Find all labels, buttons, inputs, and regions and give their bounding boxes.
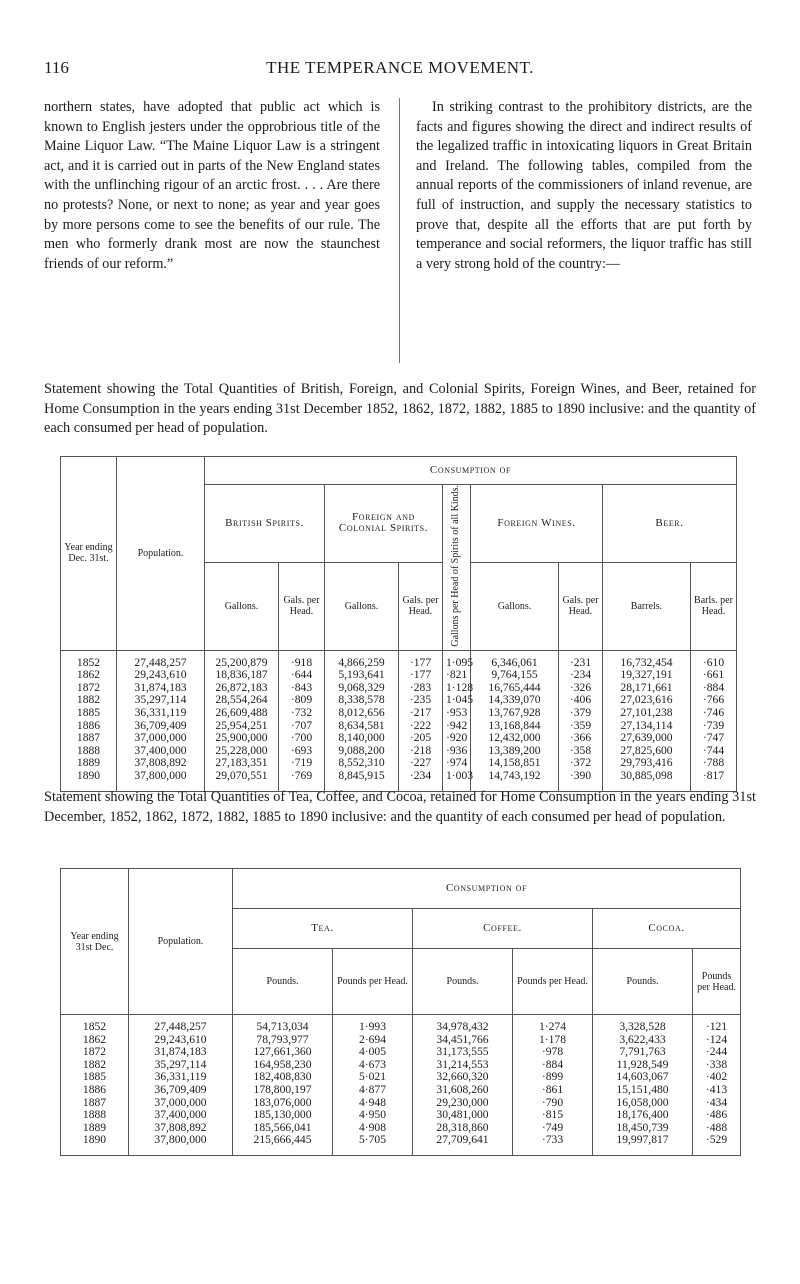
table-cell: 9,088,200: [325, 745, 399, 758]
table-cell: 31,874,183: [117, 682, 205, 695]
left-column-text: northern states, have adopted that public act which is known to English jesters under the opprobrious title of the Maine Liquor Law. “The Maine Liquor Law is a stringent act, and it is carried out in parts of the New England states with the unflinching rigour of an arctic frost. . . . Are there no protests? None, or next to none; as year and year goes by more persons come to see the benefits of our rule. The men who formerly drank most are now the staunchest friends of our reform.”: [44, 99, 380, 272]
table-cell: 8,634,581: [325, 720, 399, 733]
table-cell: ·644: [279, 669, 325, 682]
table-cell: ·231: [559, 650, 603, 669]
table-cell: ·434: [693, 1097, 741, 1110]
table-cell: 37,800,000: [129, 1134, 233, 1155]
table-cell: 27,448,257: [117, 650, 205, 669]
table-cell: 13,767,928: [471, 707, 559, 720]
table-cell: 1886: [61, 720, 117, 733]
table-cell: 1882: [61, 1059, 129, 1072]
table-cell: ·326: [559, 682, 603, 695]
table-cell: 4·948: [333, 1097, 413, 1110]
table-cell: ·235: [399, 694, 443, 707]
table-cell: 29,243,610: [129, 1034, 233, 1047]
table-cell: 19,997,817: [593, 1134, 693, 1155]
table-cell: 1872: [61, 1046, 129, 1059]
table-cell: ·234: [559, 669, 603, 682]
table-cell: 78,793,977: [233, 1034, 333, 1047]
table-cell: 9,068,329: [325, 682, 399, 695]
table-cell: ·884: [513, 1059, 593, 1072]
table-cell: ·205: [399, 732, 443, 745]
table-cell: 127,661,360: [233, 1046, 333, 1059]
table-row: [61, 1084, 741, 1097]
table-cell: 2·694: [333, 1034, 413, 1047]
table-cell: 1889: [61, 757, 117, 770]
foreign-wines-header: Foreign Wines.: [471, 485, 603, 563]
table-cell: ·788: [691, 757, 737, 770]
table-cell: 4·908: [333, 1122, 413, 1135]
table-cell: 27,448,257: [129, 1015, 233, 1034]
table-cell: 6,346,061: [471, 650, 559, 669]
table-cell: 4·005: [333, 1046, 413, 1059]
table-cell: 8,845,915: [325, 770, 399, 791]
table-cell: 1890: [61, 1134, 129, 1155]
table-cell: 1·128: [443, 682, 471, 695]
table-cell: 1882: [61, 694, 117, 707]
table-cell: 4·877: [333, 1084, 413, 1097]
table-cell: ·942: [443, 720, 471, 733]
table-cell: 29,793,416: [603, 757, 691, 770]
table-cell: ·918: [279, 650, 325, 669]
table-cell: ·488: [693, 1122, 741, 1135]
table-row: [61, 1109, 741, 1122]
table-cell: 13,168,844: [471, 720, 559, 733]
table-cell: 16,732,454: [603, 650, 691, 669]
table-cell: ·746: [691, 707, 737, 720]
all-spirits-per-head-label: Gallons per Head of Spirits of all Kinds.: [450, 485, 462, 647]
table-cell: 1872: [61, 682, 117, 695]
foreign-per-head-header: Gals. per Head.: [399, 562, 443, 650]
table-cell: 37,000,000: [129, 1097, 233, 1110]
table-cell: 1·045: [443, 694, 471, 707]
table-cell: 37,400,000: [117, 745, 205, 758]
table-cell: ·700: [279, 732, 325, 745]
table-cell: 4·950: [333, 1109, 413, 1122]
foreign-gallons-header: Gallons.: [325, 562, 399, 650]
coffee-per-head-header: Pounds per Head.: [513, 949, 593, 1015]
table-cell: 31,214,553: [413, 1059, 513, 1072]
table-cell: 1889: [61, 1122, 129, 1135]
wine-gallons-header: Gallons.: [471, 562, 559, 650]
table-cell: 28,318,860: [413, 1122, 513, 1135]
table-cell: ·953: [443, 707, 471, 720]
table-cell: 37,000,000: [117, 732, 205, 745]
table-cell: 8,012,656: [325, 707, 399, 720]
table-cell: 182,408,830: [233, 1071, 333, 1084]
table-cell: ·920: [443, 732, 471, 745]
table-row: [61, 1134, 741, 1155]
table-cell: 31,173,555: [413, 1046, 513, 1059]
cocoa-per-head-header: Pounds per Head.: [693, 949, 741, 1015]
page-header: [44, 58, 756, 78]
british-gallons-header: Gallons.: [205, 562, 279, 650]
beer-header: Beer.: [603, 485, 737, 563]
table-cell: 3,622,433: [593, 1034, 693, 1047]
table-row: [61, 1015, 741, 1034]
page-number: 116: [44, 58, 69, 77]
table-cell: 1886: [61, 1084, 129, 1097]
table-cell: ·222: [399, 720, 443, 733]
table-cell: ·749: [513, 1122, 593, 1135]
wine-per-head-header: Gals. per Head.: [559, 562, 603, 650]
table-cell: 5,193,641: [325, 669, 399, 682]
british-per-head-header: Gals. per Head.: [279, 562, 325, 650]
table-cell: 18,450,739: [593, 1122, 693, 1135]
table-cell: ·338: [693, 1059, 741, 1072]
tea-per-head-header: Pounds per Head.: [333, 949, 413, 1015]
spirits-wine-beer-table: [60, 456, 737, 792]
table-cell: 1·003: [443, 770, 471, 791]
table-cell: ·978: [513, 1046, 593, 1059]
table-row: [61, 1046, 741, 1059]
table-cell: 11,928,549: [593, 1059, 693, 1072]
table-cell: 27,134,114: [603, 720, 691, 733]
table-cell: 12,432,000: [471, 732, 559, 745]
table-cell: ·707: [279, 720, 325, 733]
table-cell: 4,866,259: [325, 650, 399, 669]
table-cell: ·739: [691, 720, 737, 733]
year-header: Year ending Dec. 31st.: [61, 457, 117, 651]
population-header: Population.: [129, 869, 233, 1015]
table-cell: ·936: [443, 745, 471, 758]
table-cell: 30,885,098: [603, 770, 691, 791]
table-cell: ·769: [279, 770, 325, 791]
table-cell: ·790: [513, 1097, 593, 1110]
table-cell: ·610: [691, 650, 737, 669]
table-row: [61, 732, 737, 745]
table-cell: 5·705: [333, 1134, 413, 1155]
table-cell: ·124: [693, 1034, 741, 1047]
table-cell: 27,639,000: [603, 732, 691, 745]
table-cell: 25,200,879: [205, 650, 279, 669]
table-cell: ·244: [693, 1046, 741, 1059]
table-cell: 8,140,000: [325, 732, 399, 745]
table-cell: 54,713,034: [233, 1015, 333, 1034]
table-cell: 29,230,000: [413, 1097, 513, 1110]
table-cell: ·121: [693, 1015, 741, 1034]
table-cell: ·974: [443, 757, 471, 770]
column-divider: [399, 98, 400, 363]
table-cell: ·861: [513, 1084, 593, 1097]
table-row: [61, 707, 737, 720]
table-cell: 25,900,000: [205, 732, 279, 745]
table-cell: 1·274: [513, 1015, 593, 1034]
cocoa-pounds-header: Pounds.: [593, 949, 693, 1015]
table-cell: 16,058,000: [593, 1097, 693, 1110]
table-cell: ·390: [559, 770, 603, 791]
table-cell: ·719: [279, 757, 325, 770]
table-cell: 26,872,183: [205, 682, 279, 695]
beer-per-head-header: Barls. per Head.: [691, 562, 737, 650]
table-cell: 1888: [61, 745, 117, 758]
table-cell: 14,603,067: [593, 1071, 693, 1084]
table-cell: ·413: [693, 1084, 741, 1097]
table-cell: 3,328,528: [593, 1015, 693, 1034]
tea-pounds-header: Pounds.: [233, 949, 333, 1015]
table-cell: ·366: [559, 732, 603, 745]
table-cell: ·486: [693, 1109, 741, 1122]
table-cell: 8,552,310: [325, 757, 399, 770]
table-cell: ·732: [279, 707, 325, 720]
table-cell: 29,070,551: [205, 770, 279, 791]
table-cell: ·358: [559, 745, 603, 758]
table-cell: ·406: [559, 694, 603, 707]
foreign-colonial-spirits-header: Foreign and Colonial Spirits.: [325, 485, 443, 563]
table-cell: 27,183,351: [205, 757, 279, 770]
table-cell: 27,023,616: [603, 694, 691, 707]
table-cell: ·884: [691, 682, 737, 695]
table1-caption: Statement showing the Total Quantities of British, Foreign, and Colonial Spirits, Foreign Wines, and Beer, retained for Home Consumption in the years ending 31st December 1852, 1862, 1872, 1882, 1885 to 1890 inclusive: and the quantity of each consumed per head of population.: [44, 381, 756, 437]
table-cell: ·843: [279, 682, 325, 695]
year-header: Year ending 31st Dec.: [61, 869, 129, 1015]
table-cell: 14,339,070: [471, 694, 559, 707]
table-cell: 35,297,114: [129, 1059, 233, 1072]
table-cell: 37,400,000: [129, 1109, 233, 1122]
table-cell: ·177: [399, 669, 443, 682]
table-cell: 28,554,264: [205, 694, 279, 707]
table-cell: ·766: [691, 694, 737, 707]
running-title: THE TEMPERANCE MOVEMENT.: [266, 58, 534, 77]
table-cell: 37,808,892: [117, 757, 205, 770]
table-cell: 32,660,320: [413, 1071, 513, 1084]
table-cell: 14,743,192: [471, 770, 559, 791]
table-row: [61, 650, 737, 669]
table-cell: 1885: [61, 707, 117, 720]
table-cell: ·379: [559, 707, 603, 720]
table-cell: ·744: [691, 745, 737, 758]
table-cell: 34,978,432: [413, 1015, 513, 1034]
table-cell: 1890: [61, 770, 117, 791]
table-cell: ·234: [399, 770, 443, 791]
table2-caption: Statement showing the Total Quantities of Tea, Coffee, and Cocoa, retained for Home Consumption in the years ending 31st December, 1852, 1862, 1872, 1882, 1885 to 1890 inclusive: and the quantity of each consumed per head of population.: [44, 789, 756, 825]
british-spirits-header: British Spirits.: [205, 485, 325, 563]
table-cell: 36,331,119: [129, 1071, 233, 1084]
coffee-header: Coffee.: [413, 909, 593, 949]
table-cell: ·817: [691, 770, 737, 791]
table-cell: ·747: [691, 732, 737, 745]
table-cell: 27,101,238: [603, 707, 691, 720]
table-cell: ·733: [513, 1134, 593, 1155]
tea-header: Tea.: [233, 909, 413, 949]
table-cell: 26,609,488: [205, 707, 279, 720]
table-cell: 15,151,480: [593, 1084, 693, 1097]
table-cell: 178,800,197: [233, 1084, 333, 1097]
table-cell: 27,709,641: [413, 1134, 513, 1155]
table-cell: 34,451,766: [413, 1034, 513, 1047]
table-cell: 1852: [61, 1015, 129, 1034]
table-cell: ·899: [513, 1071, 593, 1084]
table-cell: ·217: [399, 707, 443, 720]
table-cell: 8,338,578: [325, 694, 399, 707]
table-cell: 18,836,187: [205, 669, 279, 682]
table-cell: ·529: [693, 1134, 741, 1155]
table-cell: 19,327,191: [603, 669, 691, 682]
table-cell: ·661: [691, 669, 737, 682]
consumption-header: Consumption of: [233, 869, 741, 909]
table-cell: ·218: [399, 745, 443, 758]
all-spirits-per-head-header: [443, 485, 471, 651]
table-cell: 7,791,763: [593, 1046, 693, 1059]
table-cell: 28,171,661: [603, 682, 691, 695]
table-cell: 1885: [61, 1071, 129, 1084]
consumption-header: Consumption of: [205, 457, 737, 485]
table-cell: 36,331,119: [117, 707, 205, 720]
table-cell: 36,709,409: [129, 1084, 233, 1097]
table-cell: 1·095: [443, 650, 471, 669]
table-cell: 31,874,183: [129, 1046, 233, 1059]
table-cell: 9,764,155: [471, 669, 559, 682]
table-cell: 29,243,610: [117, 669, 205, 682]
table-cell: 25,228,000: [205, 745, 279, 758]
table-cell: ·283: [399, 682, 443, 695]
table-cell: ·359: [559, 720, 603, 733]
table-cell: 1·993: [333, 1015, 413, 1034]
table-cell: ·821: [443, 669, 471, 682]
table-cell: 36,709,409: [117, 720, 205, 733]
table-cell: ·815: [513, 1109, 593, 1122]
table-cell: 1·178: [513, 1034, 593, 1047]
beer-barrels-header: Barrels.: [603, 562, 691, 650]
table-cell: 185,566,041: [233, 1122, 333, 1135]
table-cell: 1862: [61, 669, 117, 682]
table-cell: 4·673: [333, 1059, 413, 1072]
table-cell: 18,176,400: [593, 1109, 693, 1122]
table-cell: 215,666,445: [233, 1134, 333, 1155]
table-cell: ·809: [279, 694, 325, 707]
table-cell: ·402: [693, 1071, 741, 1084]
table-cell: 183,076,000: [233, 1097, 333, 1110]
table-cell: 164,958,230: [233, 1059, 333, 1072]
table-cell: 5·021: [333, 1071, 413, 1084]
table-cell: ·693: [279, 745, 325, 758]
table-cell: 35,297,114: [117, 694, 205, 707]
table-cell: 31,608,260: [413, 1084, 513, 1097]
table-cell: 37,808,892: [129, 1122, 233, 1135]
table-cell: ·177: [399, 650, 443, 669]
table-cell: 16,765,444: [471, 682, 559, 695]
table-cell: 1887: [61, 732, 117, 745]
table-cell: ·372: [559, 757, 603, 770]
coffee-pounds-header: Pounds.: [413, 949, 513, 1015]
table-cell: 1862: [61, 1034, 129, 1047]
table-cell: 1852: [61, 650, 117, 669]
population-header: Population.: [117, 457, 205, 651]
table-cell: 14,158,851: [471, 757, 559, 770]
table-cell: 1888: [61, 1109, 129, 1122]
table-cell: 13,389,200: [471, 745, 559, 758]
cocoa-header: Cocoa.: [593, 909, 741, 949]
table-cell: 185,130,000: [233, 1109, 333, 1122]
table-cell: 30,481,000: [413, 1109, 513, 1122]
tea-coffee-cocoa-table: [60, 868, 741, 1156]
table-cell: 37,800,000: [117, 770, 205, 791]
table-cell: ·227: [399, 757, 443, 770]
table-cell: 1887: [61, 1097, 129, 1110]
table-cell: 25,954,251: [205, 720, 279, 733]
table-cell: 27,825,600: [603, 745, 691, 758]
right-column-text: In striking contrast to the prohibitory districts, are the facts and figures showing the direct and indirect results of the legalized traffic in intoxicating liquors in Great Britain and Ireland. The following tables, compiled from the annual reports of the commissioners of inland revenue, are full of instruction, and supply the necessary statistics to prove that, despite all the efforts that are put forth by temperance and social reformers, the liquor traffic has still a very strong hold of the country:—: [416, 99, 752, 272]
table-row: [61, 669, 737, 682]
